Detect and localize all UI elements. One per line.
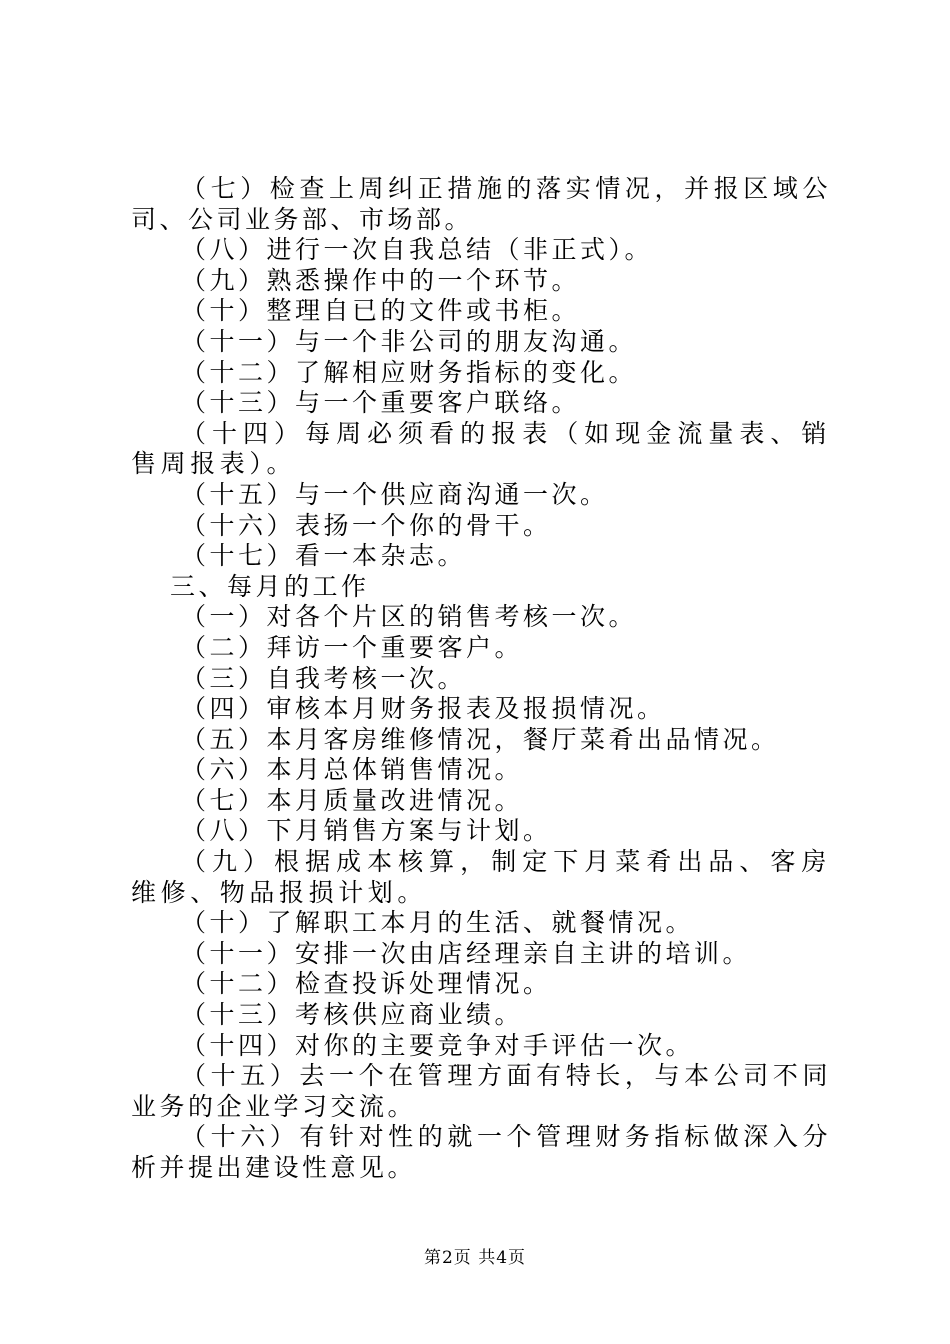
paragraph: （十五）去一个在管理方面有特长，与本公司不同业务的企业学习交流。: [131, 1061, 831, 1121]
paragraph: （四）审核本月财务报表及报损情况。: [181, 694, 666, 724]
paragraph: （十四）每周必须看的报表（如现金流量表、销售周报表）。: [131, 418, 831, 479]
paragraph: （十）整理自已的文件或书柜。: [181, 296, 581, 326]
paragraph: （九）根据成本核算，制定下月菜肴出品、客房维修、物品报损计划。: [131, 847, 831, 907]
paragraph: （六）本月总体销售情况。: [181, 755, 524, 785]
paragraph: （九）熟悉操作中的一个环节。: [181, 265, 581, 295]
paragraph: （十三）与一个重要客户联络。: [181, 388, 581, 418]
paragraph: （十一）安排一次由店经理亲自主讲的培训。: [181, 938, 752, 968]
paragraph: （十）了解职工本月的生活、就餐情况。: [181, 908, 695, 938]
paragraph: （八）进行一次自我总结（非正式）。: [181, 235, 654, 265]
paragraph: （二）拜访一个重要客户。: [181, 632, 524, 662]
paragraph: （三）自我考核一次。: [181, 663, 467, 693]
page-number-footer: 第2页 共4页: [423, 1248, 527, 1268]
paragraph: （十三）考核供应商业绩。: [181, 1000, 524, 1030]
paragraph: （八）下月销售方案与计划。: [181, 816, 552, 846]
paragraph: （十二）了解相应财务指标的变化。: [181, 357, 638, 387]
paragraph: （十五）与一个供应商沟通一次。: [181, 479, 609, 509]
section-heading: 三、每月的工作: [170, 571, 370, 601]
paragraph: （十二）检查投诉处理情况。: [181, 969, 552, 999]
paragraph: （一）对各个片区的销售考核一次。: [181, 602, 638, 632]
paragraph: （五）本月客房维修情况，餐厅菜肴出品情况。: [181, 724, 780, 754]
paragraph: （十六）表扬一个你的骨干。: [181, 510, 552, 540]
paragraph: （七）检查上周纠正措施的落实情况，并报区域公司、公司业务部、市场部。: [131, 174, 831, 234]
paragraph: （十四）对你的主要竞争对手评估一次。: [181, 1030, 695, 1060]
paragraph: （十六）有针对性的就一个管理财务指标做深入分析并提出建设性意见。: [131, 1122, 831, 1182]
document-body: [131, 174, 831, 1184]
paragraph: （十七）看一本杂志。: [181, 541, 467, 571]
paragraph: （十一）与一个非公司的朋友沟通。: [181, 326, 638, 356]
paragraph: （七）本月质量改进情况。: [181, 785, 524, 815]
